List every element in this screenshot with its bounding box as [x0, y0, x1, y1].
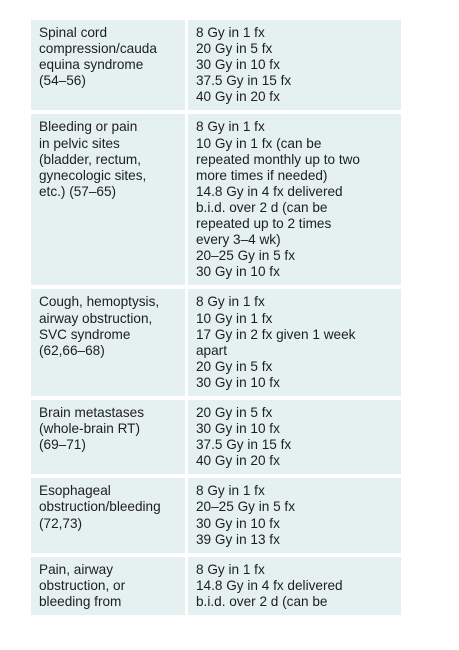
indication-cell [31, 400, 188, 474]
indication-line: etc.) (57–65) [39, 183, 117, 199]
regimen-line: 39 Gy in 13 fx [196, 531, 280, 547]
indication-line: Pain, airway [39, 561, 114, 577]
regimen-line: 30 Gy in 10 fx [196, 374, 280, 390]
indication-line: (54–56) [39, 73, 86, 89]
table-row [31, 400, 401, 478]
indication-line: (bladder, rectum, [39, 151, 141, 167]
regimen-line: 20–25 Gy in 5 fx [196, 248, 295, 264]
indication-line: Bleeding or pain [39, 119, 138, 135]
regimen-line: b.i.d. over 2 d (can be [196, 199, 328, 215]
indication-line: bleeding from [39, 593, 122, 609]
indication-line: equina syndrome [39, 57, 144, 73]
indication-line: (69–71) [39, 437, 86, 453]
indication-line: Cough, hemoptysis, [39, 294, 160, 310]
regimen-line: 30 Gy in 10 fx [196, 515, 280, 531]
regimen-line: apart [196, 342, 227, 358]
regimen-line: 14.8 Gy in 4 fx delivered [196, 183, 343, 199]
regimen-line: 37.5 Gy in 15 fx [196, 437, 292, 453]
regimen-cell [188, 20, 401, 110]
regimen-cell [188, 289, 401, 396]
indication-line: Brain metastases [39, 404, 145, 420]
regimen-line: 8 Gy in 1 fx [196, 561, 265, 577]
indication-line: Esophageal [39, 483, 111, 499]
indication-line: obstruction/bleeding [39, 499, 161, 515]
table-row [31, 478, 401, 556]
regimen-line: 8 Gy in 1 fx [196, 25, 265, 40]
indication-line: Spinal cord [39, 25, 108, 40]
indication-line: obstruction, or [39, 577, 126, 593]
table-row [31, 557, 401, 619]
regimen-line: 10 Gy in 1 fx [196, 310, 273, 326]
indication-line: in pelvic sites [39, 135, 120, 151]
indication-cell [31, 20, 188, 110]
indication-line: compression/cauda [39, 41, 157, 57]
indication-cell [31, 289, 188, 396]
regimen-line: 30 Gy in 10 fx [196, 264, 280, 280]
regimen-line: 10 Gy in 1 fx (can be [196, 135, 322, 151]
regimen-line: 8 Gy in 1 fx [196, 483, 265, 499]
indication-line: (62,66–68) [39, 342, 105, 358]
regimen-line: 20–25 Gy in 5 fx [196, 499, 295, 515]
regimen-line: every 3–4 wk) [196, 232, 281, 248]
regimen-cell [188, 400, 401, 474]
table-row [31, 20, 401, 114]
fractionation-table [31, 20, 401, 628]
indication-cell [31, 557, 188, 615]
table-row [31, 114, 401, 289]
regimen-line: more times if needed) [196, 167, 328, 183]
regimen-line: 14.8 Gy in 4 fx delivered [196, 577, 343, 593]
indication-line: (whole-brain RT) [39, 421, 140, 437]
regimen-line: 37.5 Gy in 15 fx [196, 73, 292, 89]
regimen-line: repeated monthly up to two [196, 151, 360, 167]
regimen-line: 8 Gy in 1 fx [196, 294, 265, 310]
indication-line: gynecologic sites, [39, 167, 147, 183]
regimen-line: 20 Gy in 5 fx [196, 404, 273, 420]
regimen-line: 17 Gy in 2 fx given 1 week [196, 326, 356, 342]
regimen-line: 30 Gy in 10 fx [196, 57, 280, 73]
indication-line: (72,73) [39, 515, 83, 531]
regimen-line: 40 Gy in 20 fx [196, 89, 280, 105]
regimen-line: 40 Gy in 20 fx [196, 453, 280, 469]
regimen-cell [188, 557, 401, 615]
regimen-line: 8 Gy in 1 fx [196, 119, 265, 135]
regimen-line: 20 Gy in 5 fx [196, 358, 273, 374]
regimen-line: 20 Gy in 5 fx [196, 41, 273, 57]
indication-cell [31, 478, 188, 552]
indication-cell [31, 114, 188, 285]
regimen-line: 30 Gy in 10 fx [196, 421, 280, 437]
regimen-cell [188, 478, 401, 552]
regimen-cell [188, 114, 401, 285]
regimen-line: repeated up to 2 times [196, 216, 332, 232]
table-row [31, 289, 401, 400]
indication-line: airway obstruction, [39, 310, 153, 326]
regimen-line: b.i.d. over 2 d (can be [196, 593, 328, 609]
indication-line: SVC syndrome [39, 326, 131, 342]
